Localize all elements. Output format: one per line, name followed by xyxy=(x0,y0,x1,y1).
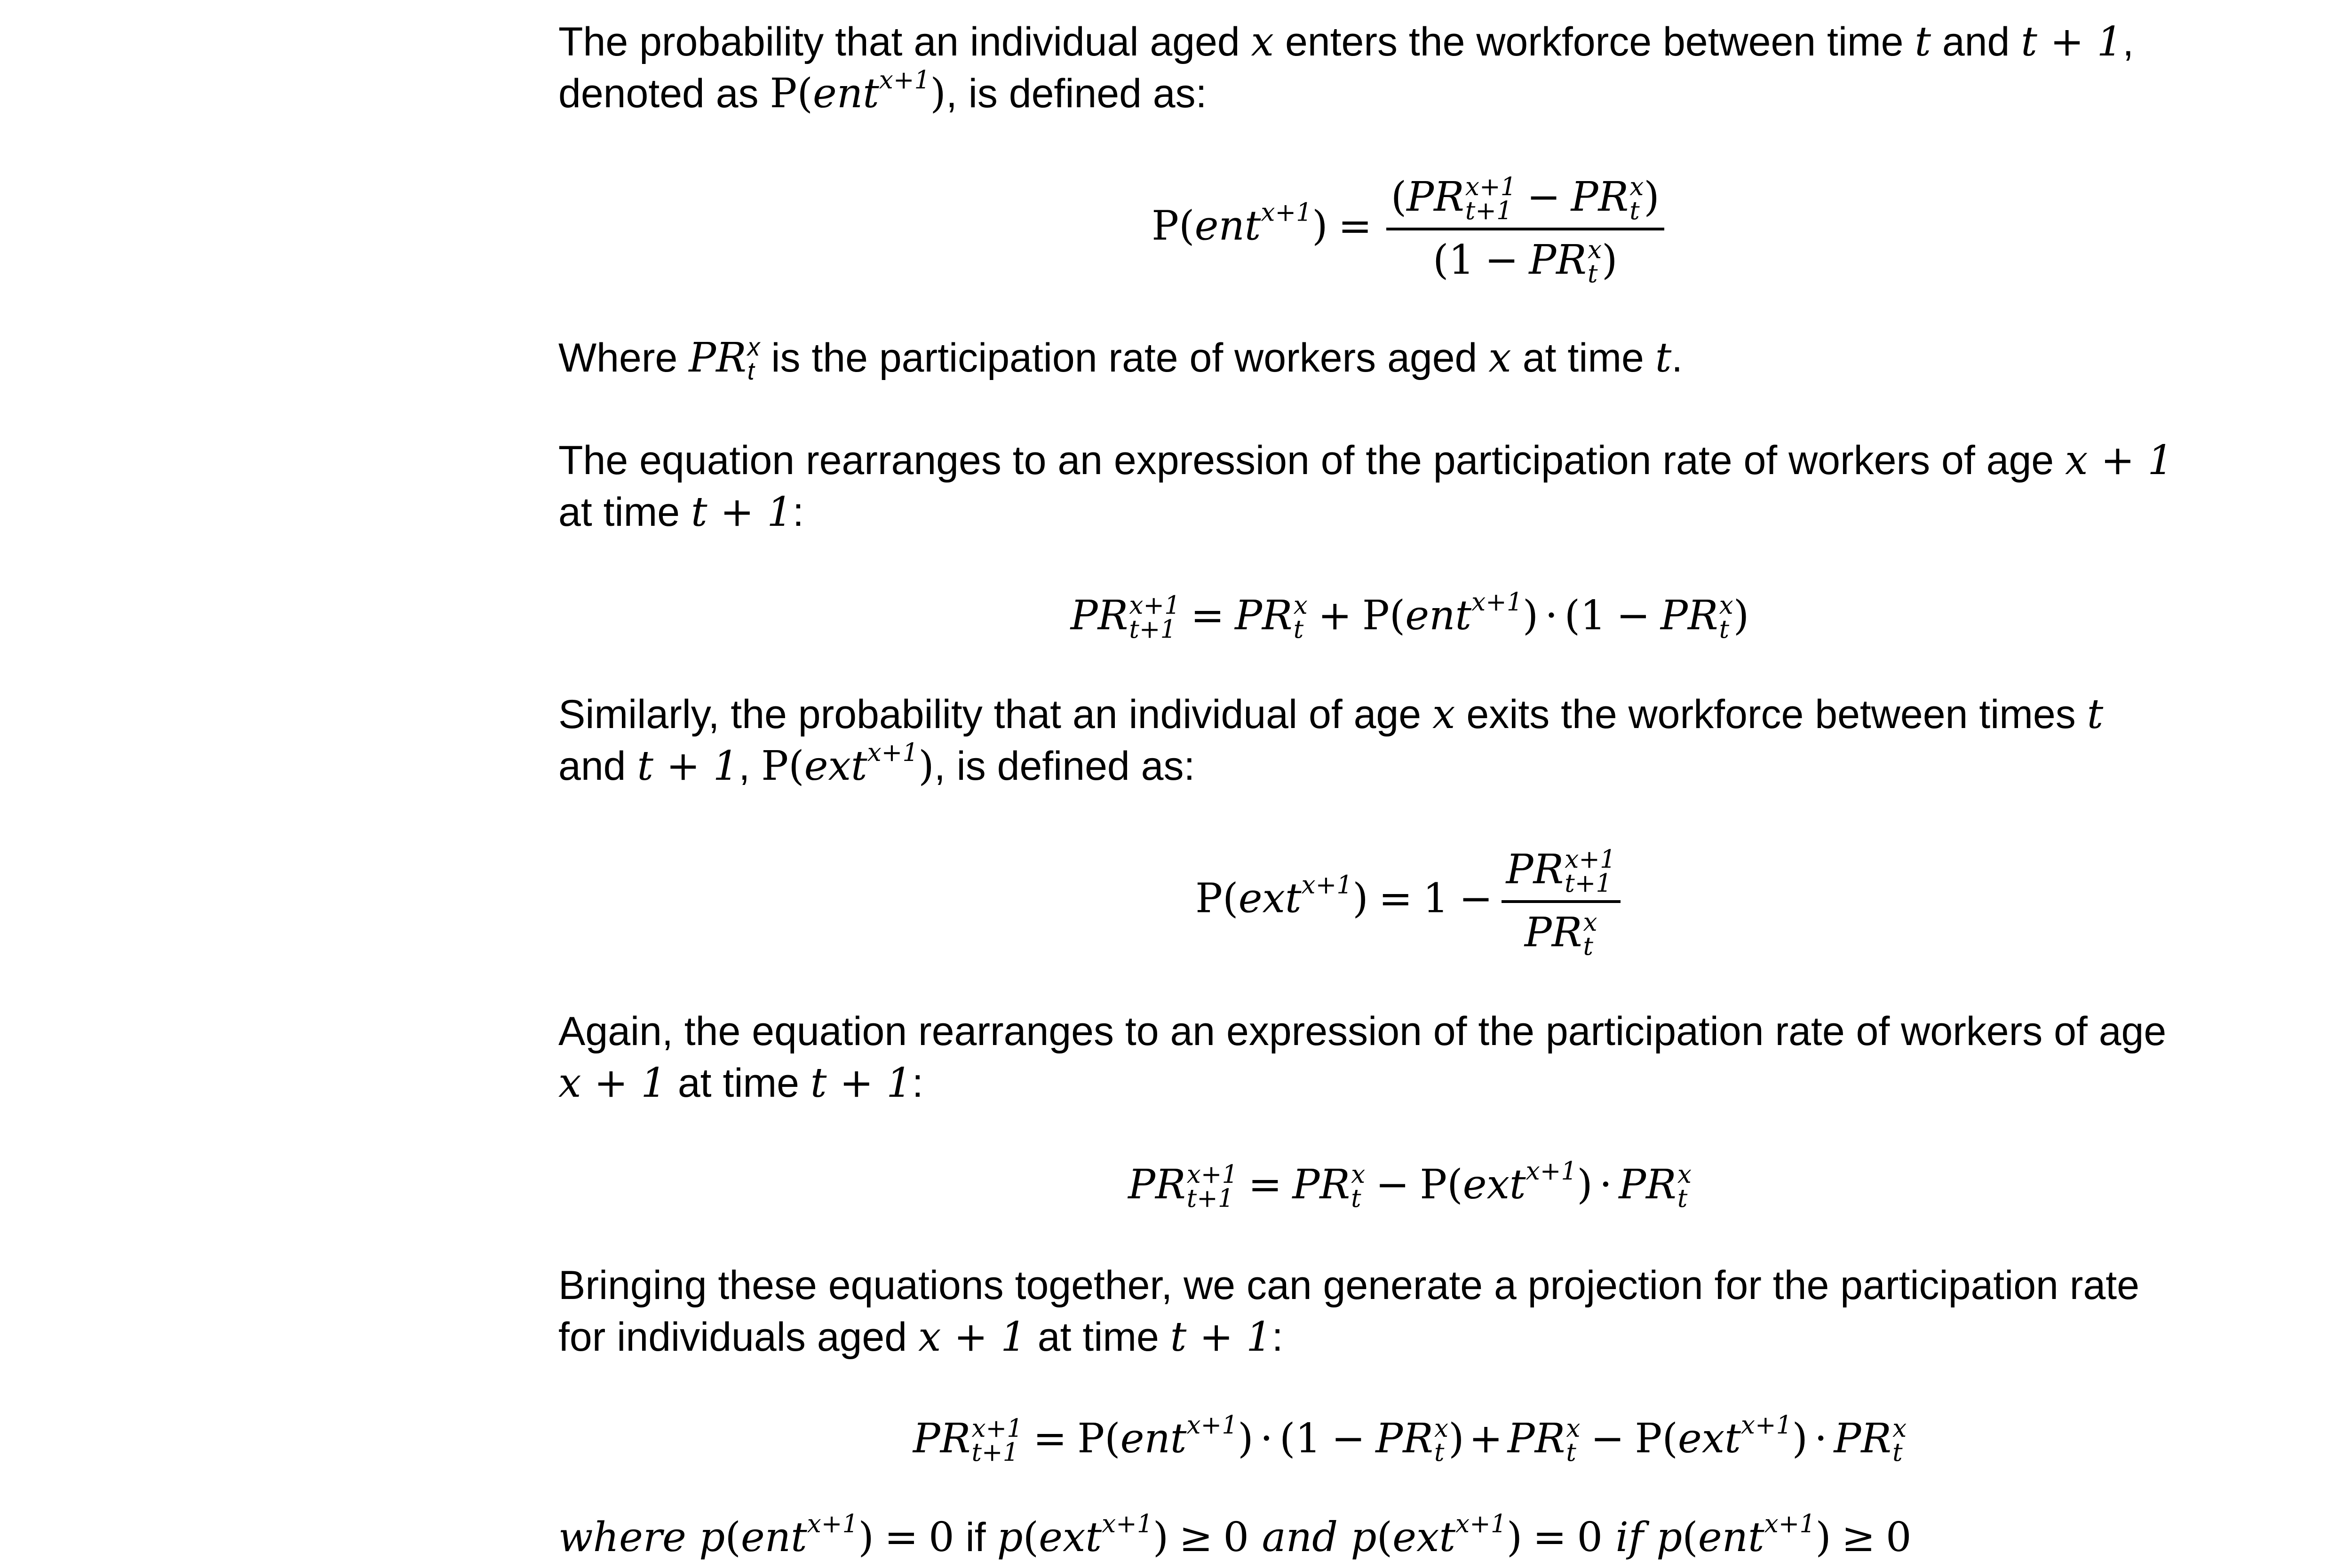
var-t-plus-1: t + 1 xyxy=(2021,18,2123,65)
equation-pr-from-entry: PR x+1 t+1 = PR x t + P(ent$^{x+1}$) · (1 − PR x t ) xyxy=(1070,587,1749,644)
subscript: t xyxy=(1587,259,1598,288)
subscript: t+1 xyxy=(1465,196,1512,225)
text: at time xyxy=(1026,1315,1170,1360)
pr-symbol: PR xyxy=(1070,592,1128,639)
var-x-plus-1: x + 1 xyxy=(2065,437,2173,484)
subscript: t xyxy=(1719,614,1730,644)
var-t: t xyxy=(1915,18,1931,65)
pr-symbol: PR xyxy=(1661,592,1718,639)
pr-symbol: PR xyxy=(913,1415,971,1462)
pr-symbol: PR xyxy=(689,334,747,381)
superscript: x xyxy=(1434,1414,1449,1443)
pr-symbol: PR xyxy=(1292,1161,1351,1208)
prob-symbol-lower: p xyxy=(997,1514,1023,1561)
superscript: x+1 xyxy=(1261,198,1312,227)
text: at time xyxy=(666,1061,810,1106)
subscript: t xyxy=(1892,1437,1903,1467)
prob-symbol-lower: p xyxy=(1656,1514,1683,1561)
var-x-plus-1: x + 1 xyxy=(558,1060,667,1107)
ext-symbol: ext xyxy=(1238,875,1302,922)
text: enters the workforce between time xyxy=(1274,19,1915,64)
text: Similarly, the probability that an individual of age xyxy=(558,692,1432,737)
text: is the participation rate of workers aged xyxy=(760,335,1489,380)
pr-symbol: PR xyxy=(1406,174,1464,221)
superscript: x+1 xyxy=(1129,591,1180,620)
superscript: x+1 xyxy=(1565,845,1616,874)
superscript: x xyxy=(1677,1160,1692,1189)
pr-symbol: PR xyxy=(1529,237,1587,284)
exit-probability-intro-line2: and t + 1, P(ext$^{x+1}$), is defined as: xyxy=(558,738,1195,790)
fraction xyxy=(1502,844,1621,959)
rearrangement-intro-entry-line2 xyxy=(558,486,804,538)
var-x-plus-1: x + 1 xyxy=(918,1314,1026,1361)
superscript: x+1 xyxy=(1301,870,1353,900)
text: denoted as xyxy=(558,71,770,116)
combined-projection-intro-line2 xyxy=(558,1311,1283,1363)
var-t: t xyxy=(2087,691,2104,738)
pr-symbol: PR xyxy=(1506,846,1564,893)
var-x: x xyxy=(1251,18,1274,65)
superscript: x xyxy=(1583,908,1597,937)
superscript: x xyxy=(1293,591,1308,620)
superscript: x xyxy=(1629,172,1644,202)
rearrangement-intro-exit xyxy=(558,1006,2166,1057)
text: The equation rearranges to an expression of the participation rate of workers of age xyxy=(558,438,2065,483)
equation-exit-probability: P(ext$^{x+1}$) = 1 − PR x+1 t+1 PR x t xyxy=(558,844,2261,959)
prob-symbol: P xyxy=(1362,592,1390,639)
text: : xyxy=(793,490,804,535)
prob-symbol: P xyxy=(1635,1415,1662,1462)
entry-probability-intro xyxy=(558,16,2134,68)
superscript: x+1 xyxy=(867,738,919,768)
rearrangement-intro-entry xyxy=(558,435,2173,486)
text: . xyxy=(1671,335,1683,380)
denominator: (1 − PR x t ) xyxy=(1432,235,1618,288)
ent-symbol: ent xyxy=(740,1514,807,1561)
text: if xyxy=(1603,1514,1657,1561)
prob-symbol-lower: p xyxy=(1351,1514,1377,1561)
ent-symbol: ent xyxy=(1120,1415,1187,1462)
var-t-plus-1: t + 1 xyxy=(810,1060,912,1107)
text: The probability that an individual aged xyxy=(558,19,1251,64)
subscript: t xyxy=(1293,614,1304,644)
text: at time xyxy=(558,490,691,535)
superscript: x+1 xyxy=(1526,1156,1577,1186)
numerator: (PR x+1 t+1 − PR x t ) xyxy=(1386,171,1664,230)
superscript: x+1 xyxy=(1740,1410,1792,1440)
text: , is defined as: xyxy=(946,71,1207,116)
pr-symbol: PR xyxy=(1619,1161,1677,1208)
superscript: x xyxy=(1587,235,1602,265)
superscript: x+1 xyxy=(807,1509,858,1539)
var-t-plus-1: t + 1 xyxy=(1170,1314,1272,1361)
prob-symbol: P xyxy=(1195,875,1223,922)
subscript: t+1 xyxy=(1565,868,1612,898)
prob-symbol: P xyxy=(1420,1161,1447,1208)
pr-symbol: PR xyxy=(1507,1415,1565,1462)
ext-symbol: ext xyxy=(1462,1161,1526,1208)
superscript: x+1 xyxy=(1186,1410,1238,1440)
subscript: t xyxy=(1629,196,1640,225)
text: Again, the equation rearranges to an expression of the participation rate of workers of age xyxy=(558,1009,2167,1054)
text: where xyxy=(558,1514,699,1561)
text: and xyxy=(1931,19,2021,64)
definition-participation-rate xyxy=(558,332,1683,385)
text: and xyxy=(558,744,637,789)
condition-line: where p(ent$^{x+1}$) = 0 if p(ext$^{x+1}$) ≥ 0 and p(ext$^{x+1}$) = 0 if p(ent$^{x+1}$) ≥ 0 xyxy=(558,1509,1912,1561)
subscript: t xyxy=(1566,1437,1576,1467)
var-x: x xyxy=(1432,691,1455,738)
superscript: x+1 xyxy=(971,1414,1023,1443)
subscript: t xyxy=(1677,1183,1688,1213)
superscript: x+1 xyxy=(1186,1160,1238,1189)
var-t-plus-1: t + 1 xyxy=(637,743,739,790)
combined-projection-intro xyxy=(558,1259,2139,1311)
text: for individuals aged xyxy=(558,1315,918,1360)
subscript: t xyxy=(1583,932,1593,961)
ent-symbol: ent xyxy=(1698,1514,1764,1561)
ent-symbol: ent xyxy=(812,70,879,117)
superscript: x+1 xyxy=(1471,587,1523,617)
equation-combined-projection: PR x+1 t+1 = P(ent$^{x+1}$) · (1 − PR x t ) + PR x t − P(ext$^{x+1}$) · PR x t xyxy=(913,1410,1907,1467)
pr-symbol: PR xyxy=(1524,909,1582,957)
superscript: x xyxy=(747,333,760,361)
pr-symbol: PR xyxy=(1235,592,1293,639)
subscript: t xyxy=(1434,1437,1445,1467)
text: Bringing these equations together, we can generate a projection for the participation rate xyxy=(558,1263,2139,1308)
prob-symbol-lower: p xyxy=(699,1514,725,1561)
superscript: x+1 xyxy=(1764,1509,1816,1539)
numerator xyxy=(1502,844,1621,903)
prob-symbol: P xyxy=(761,743,789,790)
text: exits the workforce between times xyxy=(1455,692,2087,737)
text: if xyxy=(954,1515,997,1560)
superscript: x xyxy=(1566,1414,1581,1443)
subscript: t xyxy=(1351,1183,1361,1213)
subscript: t+1 xyxy=(1186,1183,1234,1213)
ent-symbol: ent xyxy=(1194,202,1261,250)
superscript: x+1 xyxy=(1455,1509,1507,1539)
prob-symbol: P xyxy=(1152,202,1179,250)
subscript: t xyxy=(747,357,755,385)
text: , xyxy=(2122,19,2134,64)
ext-symbol: ext xyxy=(1677,1415,1741,1462)
superscript: x+1 xyxy=(1465,172,1517,202)
rearrangement-intro-exit-line2 xyxy=(558,1057,923,1109)
text: : xyxy=(912,1061,923,1106)
text: at time xyxy=(1511,335,1655,380)
text: Where xyxy=(558,335,689,380)
superscript: x xyxy=(1351,1160,1366,1189)
ext-symbol: ext xyxy=(1039,1514,1102,1561)
equation-pr-from-exit: PR x+1 t+1 = PR x t − P(ext$^{x+1}$) · PR x t xyxy=(1128,1156,1692,1213)
prob-symbol: P xyxy=(1077,1415,1105,1462)
ent-symbol: ent xyxy=(1405,592,1472,639)
equation-entry-probability: P(ent$^{x+1}$) = (PR x+1 t+1 − PR x t ) (1 − PR x t ) xyxy=(558,171,2261,287)
pr-symbol: PR xyxy=(1834,1415,1892,1462)
subscript: t+1 xyxy=(971,1437,1019,1467)
text: and xyxy=(1249,1514,1351,1561)
text: , xyxy=(739,744,762,789)
pr-symbol: PR xyxy=(1571,174,1629,221)
superscript: x+1 xyxy=(1102,1509,1153,1539)
entry-probability-intro-line2: denoted as P(ent$^{x+1}$), is defined as: xyxy=(558,65,1207,117)
prob-symbol: P xyxy=(770,70,797,117)
ext-symbol: ext xyxy=(804,743,867,790)
superscript: x+1 xyxy=(879,65,930,95)
ext-symbol: ext xyxy=(1392,1514,1456,1561)
var-x: x xyxy=(1488,334,1511,381)
superscript: x xyxy=(1719,591,1733,620)
exit-probability-intro xyxy=(558,689,2103,740)
denominator xyxy=(1502,903,1621,959)
pr-symbol: PR xyxy=(1128,1161,1186,1208)
var-t: t xyxy=(1655,334,1672,381)
subscript: t+1 xyxy=(1129,614,1176,644)
pr-symbol: PR xyxy=(1375,1415,1433,1462)
var-t-plus-1: t + 1 xyxy=(691,489,793,536)
fraction xyxy=(1386,171,1664,287)
text: , is defined as: xyxy=(934,744,1195,789)
superscript: x xyxy=(1892,1414,1907,1443)
text: : xyxy=(1271,1315,1283,1360)
